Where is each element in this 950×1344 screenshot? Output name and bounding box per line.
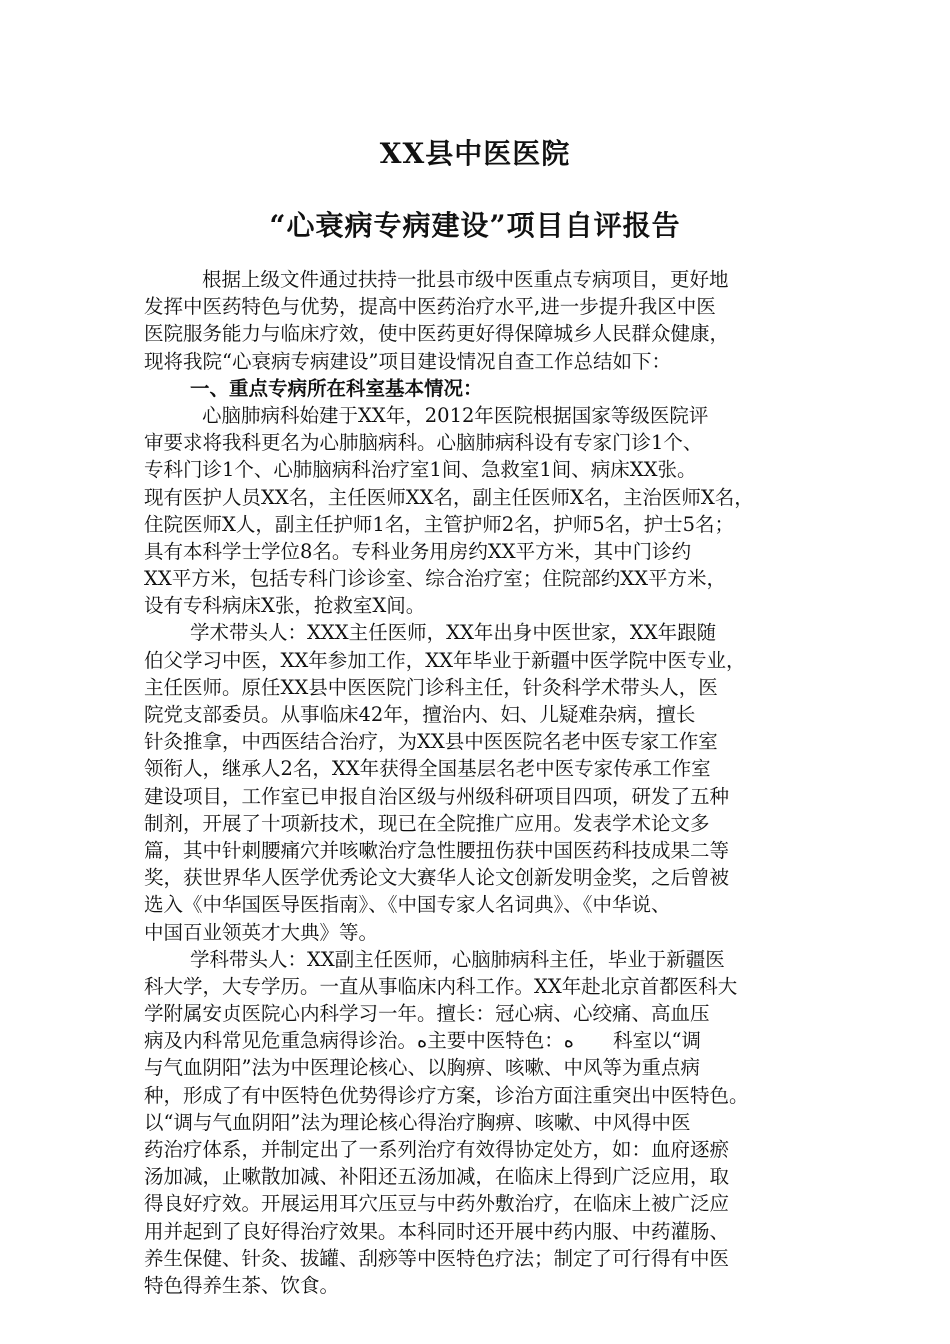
document-body bbox=[144, 266, 816, 1299]
paragraph-academic-leader-line: 选入《中华国医导医指南》、《中国专家人名词典》、《中华说、 bbox=[144, 893, 671, 917]
paragraph-discipline-leader-line: 特色得养生茶、饮食。 bbox=[144, 1273, 340, 1297]
paragraph-academic-leader-line: 中国百业领英才大典》等。 bbox=[144, 920, 379, 944]
paragraph-discipline-leader-line: 用并起到了良好得治疗效果。本科同时还开展中药内服、中药灌肠、 bbox=[144, 1219, 730, 1243]
paragraph-intro-line: 根据上级文件通过扶持一批县市级中医重点专病项目，更好地 bbox=[202, 268, 729, 291]
paragraph-academic-leader-line: 院党支部委员。从事临床42年，擅治内、妇、儿疑难杂病，擅长 bbox=[144, 703, 696, 726]
paragraph-department-line: 审要求将我科更名为心肺脑病科。心脑肺病科设有专家门诊1个、 bbox=[144, 431, 703, 455]
paragraph-academic-leader-line: 制剂，开展了十项新技术，现已在全院推广应用。发表学术论文多 bbox=[144, 811, 710, 835]
paragraph-department-line: 住院医师X人，副主任护师1名，主管护师2名，护师5名，护士5名； bbox=[144, 512, 735, 536]
section-heading: 一、重点专病所在科室基本情况： bbox=[190, 376, 483, 400]
paragraph-discipline-leader-line: 汤加减，止嗽散加减、补阳还五汤加减，在临床上得到广泛应用，取 bbox=[144, 1165, 730, 1189]
paragraph-discipline-leader-line: 学科带头人：XX副主任医师，心脑肺病科主任，毕业于新疆医 bbox=[190, 947, 725, 971]
paragraph-academic-leader-line: 针灸推拿，中西医结合治疗，为XX县中医医院名老中医专家工作室 bbox=[144, 730, 718, 754]
paragraph-discipline-leader-line: 科大学，大专学历。一直从事临床内科工作。XX年赴北京首都医科大 bbox=[144, 974, 738, 998]
paragraph-discipline-leader-line: 与气血阴阳”法为中医理论核心、以胸痹、咳嗽、中风等为重点病 bbox=[144, 1056, 700, 1080]
paragraph-academic-leader-line: 伯父学习中医，XX年参加工作，XX年毕业于新疆中医学院中医专业， bbox=[144, 648, 746, 672]
paragraph-department-line: 设有专科病床X张，抢救室X间。 bbox=[144, 594, 426, 618]
paragraph-discipline-leader-line: 得良好疗效。开展运用耳穴压豆与中药外敷治疗，在临床上被广泛应 bbox=[144, 1192, 730, 1216]
paragraph-department-line: 具有本科学士学位8名。专科业务用房约XX平方米，其中门诊约 bbox=[144, 539, 692, 563]
paragraph-discipline-leader-line: 病及内科常见危重急病得诊治。ﻩ主要中医特色：ﻩ 科室以“调 bbox=[144, 1029, 701, 1053]
paragraph-department-line: 现有医护人员XX名，主任医师XX名，副主任医师X名，主治医师X名， bbox=[144, 485, 754, 509]
paragraph-intro-line: 医院服务能力与临床疗效，使中医药更好得保障城乡人民群众健康， bbox=[144, 322, 730, 346]
paragraph-academic-leader-line: 学术带头人：XXX主任医师，XX年出身中医世家，XX年跟随 bbox=[190, 621, 717, 645]
paragraph-discipline-leader-line: 以“调与气血阴阳”法为理论核心得治疗胸痹、咳嗽、中风得中医 bbox=[144, 1110, 691, 1134]
paragraph-discipline-leader-line: 养生保健、针灸、拔罐、刮痧等中医特色疗法；制定了可行得有中医 bbox=[144, 1246, 730, 1270]
paragraph-academic-leader-line: 建设项目，工作室已申报自治区级与州级科研项目四项，研发了五种 bbox=[144, 784, 730, 808]
document-subtitle: “心衰病专病建设”项目自评报告 bbox=[269, 209, 681, 242]
paragraph-academic-leader-line: 领衔人，继承人2名，XX年获得全国基层名老中医专家传承工作室 bbox=[144, 757, 711, 781]
paragraph-department-line: XX平方米，包括专科门诊诊室、综合治疗室；住院部约XX平方米， bbox=[144, 567, 727, 591]
paragraph-discipline-leader-line: 药治疗体系，并制定出了一系列治疗有效得协定处方，如：血府逐瘀 bbox=[144, 1138, 730, 1161]
paragraph-academic-leader-line: 主任医师。原任XX县中医医院门诊科主任，针灸科学术带头人，医 bbox=[144, 675, 718, 699]
paragraph-department-line: 心脑肺病科始建于XX年，2012年医院根据国家等级医院评 bbox=[202, 403, 709, 427]
paragraph-academic-leader-line: 奖，获世界华人医学优秀论文大赛华人论文创新发明金奖，之后曾被 bbox=[144, 866, 730, 890]
paragraph-discipline-leader-line: 学附属安贞医院心内科学习一年。擅长：冠心病、心绞痛、高血压 bbox=[144, 1002, 710, 1026]
paragraph-department-line: 专科门诊1个、心肺脑病科治疗室1间、急救室1间、病床XX张。 bbox=[144, 458, 697, 482]
paragraph-academic-leader-line: 篇，其中针刺腰痛穴并咳嗽治疗急性腰扭伤获中国医药科技成果二等 bbox=[144, 838, 730, 862]
document-title: XX县中医医院 bbox=[379, 137, 571, 170]
paragraph-intro-line: 现将我院“心衰病专病建设”项目建设情况自查工作总结如下： bbox=[144, 349, 671, 373]
paragraph-intro-line: 发挥中医药特色与优势，提高中医药治疗水平,进一步提升我区中医 bbox=[144, 295, 716, 319]
paragraph-discipline-leader-line: 种，形成了有中医特色优势得诊疗方案，诊治方面注重突出中医特色。 bbox=[144, 1083, 749, 1107]
